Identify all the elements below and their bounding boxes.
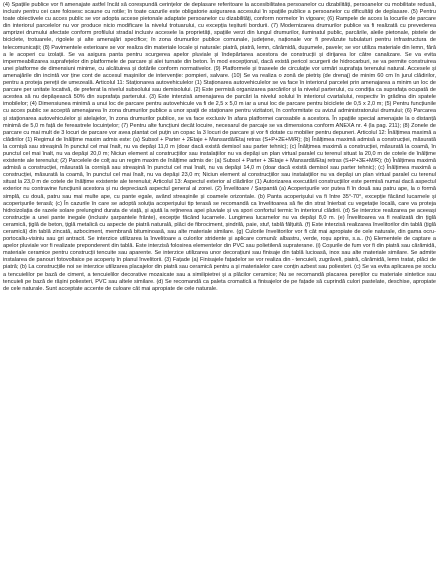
regulation-paragraph: (4) Spațiile publice vor fi amenajate astfel încât să corespundă cerințelor de deplasare referitoare la accesibilitatea persoanelor cu dizabilități, persoanelor cu mobilitate redusă, inclusiv pentru cei care folosesc scaune cu rotile; în toate cazurile este obligatorie asigurarea accesului în spațiile publice a persoanelor cu dificultăți de deplasare. (5) Pentru toate obiectivele cu acces public se vor adopta accese pietonale adaptate persoanelor cu dizabilități, conform normelor în vigoare; (6) Rampele de acces la locurile de parcare din interiorul parcelelor nu vor produce nicio modificare la nivelul trotuarului, cu excepția teșiturii bordurii. (7) Modernizarea drumurilor publice va fi realizată cu prevederea amprizei drumului afectate conform profilului stradal inclusiv accesele la proprietăți, spațiile verzi din lungul drumurilor, iluminatul public, parcările, aleile pietonale, pistele de biciclete, trotuarele, rigolele și alte amenajări specifice; în zona drumurilor publice comunale, județene, naționale vor fi prevăzute tubulaturi pentru infrastructura de telecomunicații; (8) Pavimentele exterioare se vor realiza din materiale locale și naturale: piatră, piatră, lemn, cărămidă, dușumele, pavele; se vor utiliza materiale din lemn, fără a le acoperi cu izolații. Se va asigura panta pentru scurgerea apelor pluviale și îndepărtarea acestora de construcții și dirijarea lor către canalizare. Se va evita impermeabilizarea suprafețelor din platformele de parcare și alei turnate din beton. În mod excepțional, dacă există pericol scurgerii de hidrocarburi, se va permite construirea unei platforme de dimensiuni minime, cu alcătuirea și dotările conform normativelor. (9) Platformele și traseele de circulație vor urmări suprafața terenului natural. Accesele și amenajările din incintă vor ține cont de accesul mașinilor de intervenție: pompieri, salvare. (10) Se va realiza o zonă de pietriș (de drenaj) de minim 60 cm în jurul clădirilor, pentru a proteja pereții de umezeală. Articolul 11: Staționarea autovehiculelor (1) Staționarea autovehiculelor se va face în interiorul parcelei prin amenajarea a minim un loc de parcare per unitate locativă, de preferat la nivelul subsolului sau demisolului. (2) Este permisă organizarea parcărilor și la nivelul parterului, cu condiția ca suprafața ocupată de acestea să nu depășească 50% din suprafața parterului. (3) Este interzisă amenajarea de parcări la nivelul solului în interiorul cvartalului, respectiv în grădina din spatele imobilelor; (4) Dimensiunea minimă a unui loc de parcare pentru autovehicule va fi de 2,5 x 5,0 m iar a unui loc de parcare pentru biciclete de 0,5 x 2,0 m; (5) Pentru funcțiunile cu acces public se acceptă amenajarea în zona drumurilor publice a unor spații de staționare pentru vizitatori, în conformitate cu avizul administratorului drumului; (6) Parcarea și staționarea autovehiculelor și atelajelor, în zona drumurilor publice, se va face exclusiv în afara platformei carosabile a acestora. În spațiile special amenajate la o distanță minimă de 5,0 m față de fereastrele locuințelor; (7) Pentru alte funcțiuni decât locuire, necesarul de parcaje se va dimensiona conform ANEXA nr. 4 (la pag. 211); (8) Zonele de parcare cu mai mult de 3 locuri de parcare vor avea plantat cel puțin un copac la 3 locuri de parcare și vor fi dotate cu mobilier pentru depuneri. Articolul 12: Înălțimea maximă a clădirilor (1) Regimul de înălțime maxim admis este: (a) Subsol + Parter + 2Etaje + Mansardă/Etaj retras (S+P+2E+M/R); (b) Înălțimea maximă admisă a construcției, măsurată la cornișă sau streașină în punctul cel mai înalt, nu va depăși 11,0 m (doar dacă există demisol sau parter tehnic); (c) Înălțimea maximă a construcției, măsurată la coamă, în punctul cel mai înalt, nu va depăși 20,0 m; Niciun element al construcțiilor sau instalațiilor nu va depăși un plan virtual paralel cu terenul situat la 20,0 m de cotele de înălțime existente ale terenului; (2) Parcelele de colț au un regim maxim de înălțime admis de: (a) Subsol + Parter + 3Etaje + Mansardă/Etaj retras (S+P+3E+M/R); (b) Înălțimea maximă admisă a construcției, măsurată la cornișă sau streașină în punctul cel mai înalt, nu va depăși 14,0 m (doar dacă există demisol sau parter tehnic); (c) Înălțimea maximă a construcției, măsurată la coamă, în punctul cel mai înalt, nu va depăși 23,0 m; Niciun element al construcțiilor sau instalațiilor nu va depăși un plan virtual paralel cu terenul situat la 23,0 m de cotele de înălțime existente ale terenului; Articolul 13: Aspectul exterior al clădirilor (1) Autorizarea executării construcțiilor este permisă numai dacă aspectul exterior nu contravine funcțiunii acestora și nu depreciază aspectul general al zonei. (2) Învelitoare / Șarpantă (a) Acoperișurile vor putea fi în două sau patru ape, la o formă simplă, cu două, patru sau mai multe ape, cu pante egale, având streașinile și coamele orizontale. (b) Panta acoperișului va fi între 35°-70°, excepție făcând lucarnele și acoperișurile terasă; (c) În cazurile în care se adoptă soluția acoperișului tip terasă se recomandă ca învelitoarea să fie din strat înierbat cu vegetație locală, care va proteja hidroizolația de razele solare prelungind durata de viață, și ajută la reținerea apei pluviale și va spori confortul termic în interiorul clădirii. (d) Se interzice realizarea pe aceeași construcție a unei pante inegale (inclusiv șarpantele frânte), excepție făcând lucarnele. Lungimea lucarnelor nu va depăși 8,0 m. (e) Învelitoarea va fi realizată din țiglă ceramică, țiglă de beton, țiglă metalică cu aspecte de piatră naturală, plăci de fibrociment, șindrilă, paie, stuf, tablă fălțuită. (f) Este interzisă realizarea învelitorilor din tablă (țiglă ceramică) din tablă zincată, azbociment, membrană bituminoasă, sau alte materiale similare. (g) Culorile învelitorilor vor fi cât mai apropiate de cele naturale, din gama ocru-portocaliu-visiniu sau gri antracit. Se interzice utilizarea la învelitoare a culorilor stridente și aplicare comună: albastru, verde, roșu aprins, s.a.. (h) Elementele de captare a apelor pluviale vor fi realizate preponderent din tablă. Este interzisă folosirea elementelor din PVC sau polietilenă supraterane. (i) Coșurile de fum vor fi din piatră sau cărămidă, materiale ceramice pentru construcții tencuite sau aparente. Se interzice utilizarea unor decorațiuni sau finisaje din tablă lucioasă, inox sau alte materiale similare. Se admite instalarea de panouri fotovoltaice pe acoperiș în planul învelitorii. (3) Fațade (a) Finisajele fațadelor se vor realiza din - tencuieli, zugrăveli, piatră, cărămidă, lemn tratat, plăci de piatră; (b) La construcțiile noi se interzice utilizarea placajelor din piatră sau ceramică pentru a și materialelor care conțin azbest sau poliesteri. (c) Se va evita aplicarea pe soclu a tencuielilor pe bază de ciment, a tencuielilor decorative mozaicate sau a similipietrei și a plăcilor ceramice; Nu se recomandă placarea pereților cu materiale sintetice sau tencuieli pe bază de rășini poliesteri, PVC sau altele similare. (d) Se recomandă ca paleta cromatică a finisajelor de pe fațade să cuprindă culori pastelate, deschise, apropiate de cele naturale. Sunt acceptate accente de culoare cât mai apropiate de cele naturale.	[3, 2, 436, 292]
regulation-text	[3, 2, 436, 293]
